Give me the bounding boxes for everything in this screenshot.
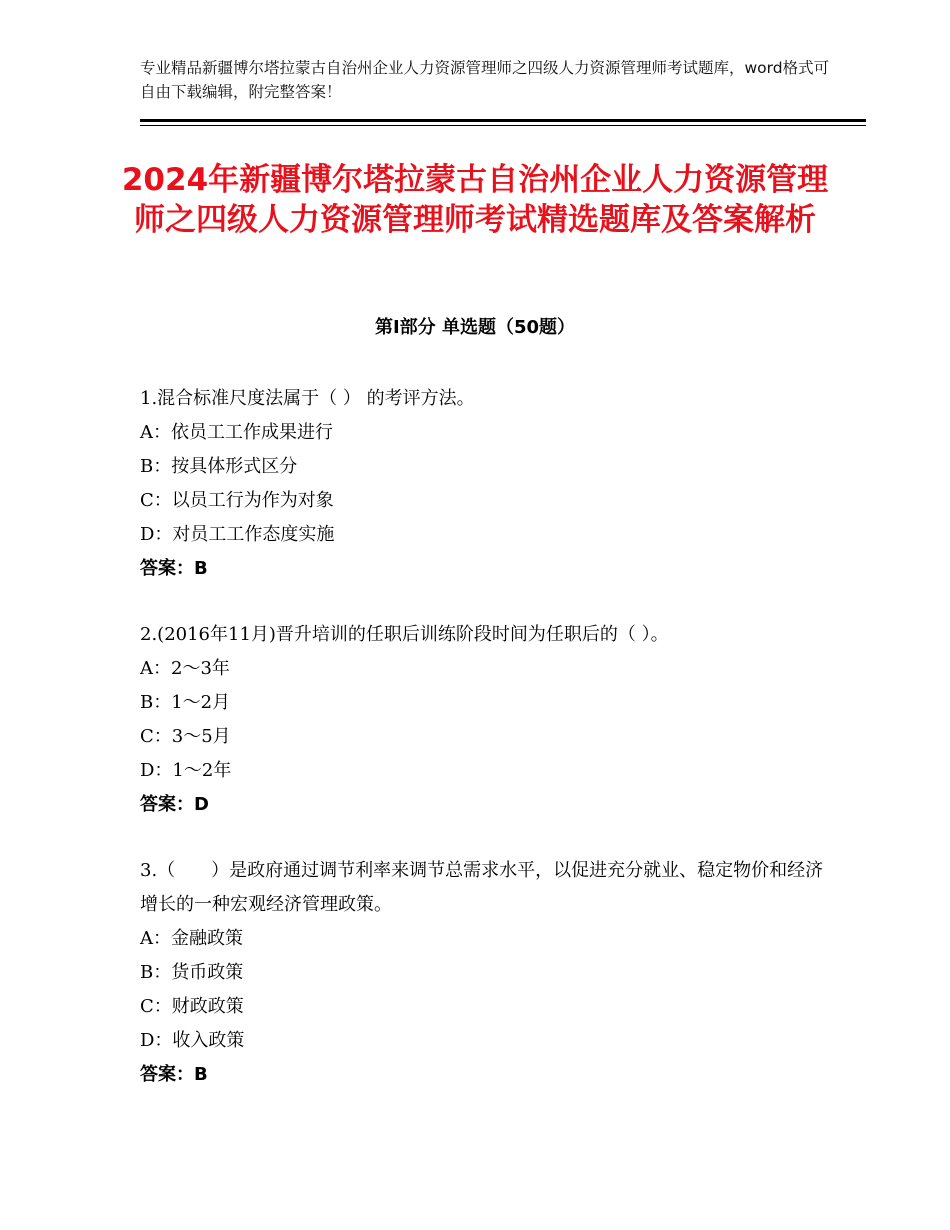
question-1 — [140, 382, 830, 586]
option-d: D：收入政策 — [140, 1030, 245, 1051]
option-b: B：按具体形式区分 — [140, 456, 298, 477]
option-a: A：金融政策 — [140, 928, 243, 949]
answer-line: 答案：D — [140, 794, 209, 815]
option-c: C：以员工行为作为对象 — [140, 490, 334, 511]
header-rule-thick — [140, 119, 866, 122]
option-a: A：依员工工作成果进行 — [140, 422, 333, 443]
answer-line: 答案：B — [140, 558, 208, 579]
option-b: B：1～2月 — [140, 692, 231, 713]
option-b: B：货币政策 — [140, 962, 244, 983]
question-stem: 3.（ ）是政府通过调节利率来调节总需求水平，以促进充分就业、稳定物价和经济增长的一种宏观经济管理政策。 — [140, 860, 824, 915]
question-list — [140, 382, 830, 1124]
answer-line: 答案：B — [140, 1064, 208, 1085]
question-3 — [140, 854, 830, 1092]
question-stem: 2.(2016年11月)晋升培训的任职后训练阶段时间为任职后的（ ）。 — [140, 624, 669, 645]
option-d: D：对员工工作态度实施 — [140, 524, 335, 545]
header-rule-thin — [140, 125, 866, 126]
question-stem: 1.混合标准尺度法属于（ ） 的考评方法。 — [140, 388, 475, 409]
option-c: C：财政政策 — [140, 996, 244, 1017]
question-2 — [140, 618, 830, 822]
option-c: C：3～5月 — [140, 726, 231, 747]
header-note: 专业精品新疆博尔塔拉蒙古自治州企业人力资源管理师之四级人力资源管理师考试题库，word格式可自由下载编辑，附完整答案！ — [140, 59, 830, 101]
option-a: A：2～3年 — [140, 658, 230, 679]
document-title: 2024年新疆博尔塔拉蒙古自治州企业人力资源管理师之四级人力资源管理师考试精选题库及答案解析 — [121, 162, 829, 238]
section-heading: 第Ⅰ部分 单选题（50题） — [374, 317, 575, 338]
option-d: D：1～2年 — [140, 760, 232, 781]
